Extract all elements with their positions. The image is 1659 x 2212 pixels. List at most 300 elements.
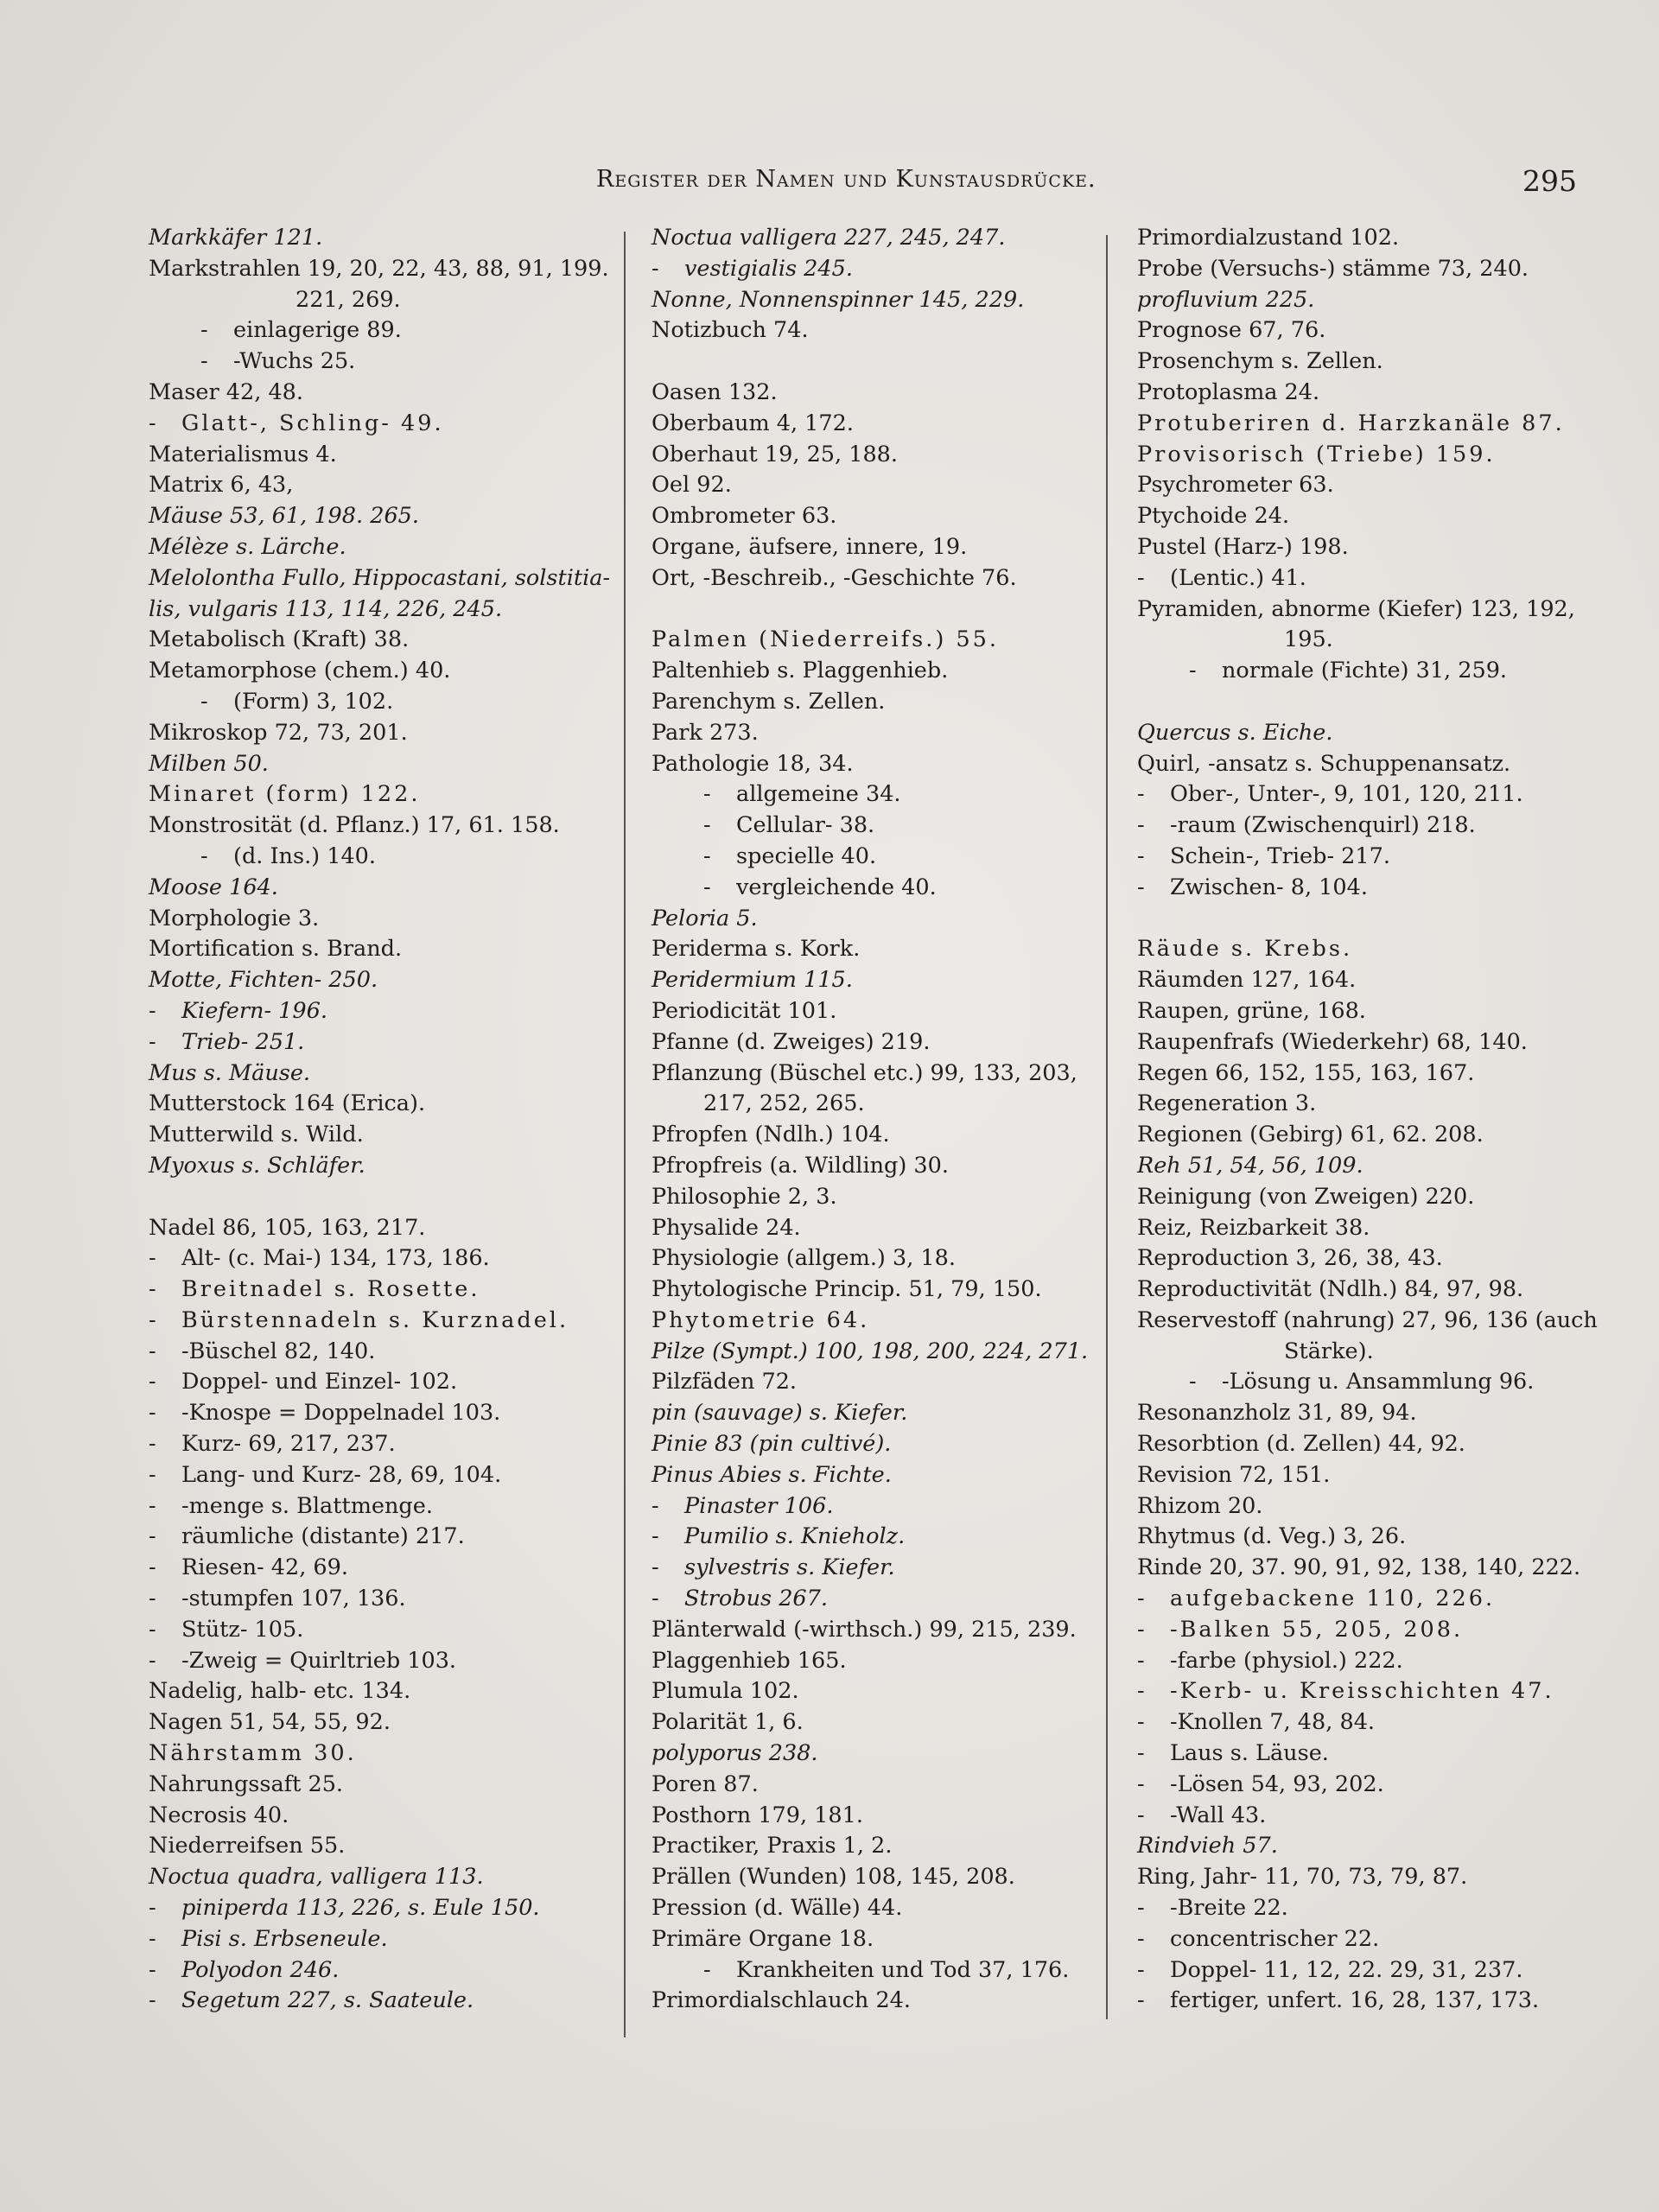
continuation-dash: - [149, 997, 156, 1024]
index-entry [1137, 1306, 1598, 1337]
entry-text: Pilze (Sympt.) 100, 198, 200, 224, 271. [652, 1338, 1089, 1364]
entry-text: Pilzfäden 72. [652, 1369, 798, 1395]
entry-text: Pyramiden, abnorme (Kiefer) 123, 192, [1137, 595, 1575, 622]
entry-text: Philosophie 2, 3. [652, 1183, 837, 1210]
entry-text: (Lentic.) 41. [1170, 564, 1306, 591]
index-entry [1137, 1646, 1586, 1677]
index-entry [652, 625, 1101, 656]
entry-text: Lang- und Kurz- 28, 69, 104. [181, 1461, 502, 1488]
continuation-dash: - [200, 842, 208, 869]
continuation-dash: - [1137, 874, 1145, 900]
continuation-dash: - [1137, 1616, 1145, 1643]
index-entry [1137, 346, 1586, 378]
index-entry [1137, 1367, 1586, 1398]
entry-text: Mélèze s. Lärche. [149, 533, 346, 560]
entry-text: Peridermium 115. [652, 967, 853, 994]
continuation-dash: - [652, 1492, 659, 1519]
index-entry [149, 532, 615, 563]
index-entry [149, 1367, 615, 1398]
entry-text: einlagerige 89. [233, 317, 402, 344]
continuation-dash: - [149, 410, 156, 436]
letter-gap [149, 1182, 615, 1213]
index-entry [652, 1955, 1101, 1986]
entry-text: -Balken 55, 205, 208. [1170, 1616, 1464, 1643]
entry-text: Oel 92. [652, 472, 732, 499]
index-entry [149, 378, 615, 409]
entry-text: (d. Ins.) 140. [233, 842, 377, 869]
entry-text: Reh 51, 54, 56, 109. [1137, 1152, 1363, 1179]
entry-text: Regeneration 3. [1137, 1090, 1317, 1117]
entry-text: Räude s. Krebs. [1137, 936, 1353, 963]
index-entry [1137, 594, 1586, 626]
entry-text: Quercus s. Eiche. [1137, 719, 1333, 746]
entry-text: -Lösen 54, 93, 202. [1170, 1770, 1384, 1797]
index-entry [1137, 315, 1586, 346]
index-entry [149, 749, 615, 780]
entry-text: -raum (Zwischenquirl) 218. [1170, 812, 1476, 839]
entry-text: 221, 269. [296, 286, 401, 313]
index-entry [149, 965, 615, 996]
index-entry [149, 1584, 615, 1615]
index-entry [652, 440, 1101, 471]
continuation-dash: - [1137, 781, 1145, 808]
index-entry [652, 532, 1101, 563]
entry-text: Matrix 6, 43, [149, 472, 294, 499]
index-entry [652, 1491, 1101, 1522]
entry-text: Oberbaum 4, 172. [652, 410, 854, 436]
index-entry [1137, 532, 1586, 563]
index-entry [652, 1738, 1101, 1770]
entry-text: Pinaster 106. [684, 1492, 834, 1519]
entry-text: Ring, Jahr- 11, 70, 73, 79, 87. [1137, 1864, 1468, 1891]
entry-text: Paltenhieb s. Plaggenhieb. [652, 658, 949, 684]
continuation-dash: - [149, 1369, 156, 1395]
index-entry [149, 1398, 615, 1429]
index-entry [1137, 563, 1586, 594]
index-entry [1137, 934, 1586, 965]
index-entry [1137, 1337, 1586, 1368]
index-entry [652, 285, 1101, 316]
index-entry [652, 501, 1101, 532]
entry-text: Phytologische Princip. 51, 79, 150. [652, 1276, 1042, 1303]
index-entry [652, 779, 1101, 810]
entry-text: specielle 40. [736, 842, 877, 869]
index-entry [149, 1831, 615, 1862]
index-entry [149, 842, 615, 873]
index-entry [652, 1707, 1101, 1738]
index-entry [149, 285, 615, 316]
index-entry [149, 1862, 615, 1893]
index-entry [1137, 1893, 1586, 1924]
entry-text: Stärke). [1284, 1338, 1374, 1364]
index-entry [652, 1367, 1101, 1398]
index-entry [149, 656, 615, 687]
entry-text: Mäuse 53, 61, 198. 265. [149, 503, 419, 530]
entry-text: aufgebackene 110, 226. [1170, 1586, 1496, 1612]
entry-text: Metamorphose (chem.) 40. [149, 658, 451, 684]
entry-text: Physalide 24. [652, 1214, 801, 1241]
continuation-dash: - [1137, 1647, 1145, 1674]
index-entry [149, 779, 615, 810]
index-entry [1137, 1089, 1586, 1120]
entry-text: Resonanzholz 31, 89, 94. [1137, 1400, 1417, 1427]
index-entry [652, 904, 1101, 935]
running-head: Register der Namen und Kunstausdrücke. [596, 166, 1096, 193]
index-entry [149, 873, 615, 904]
index-entry [1137, 1986, 1586, 2017]
index-entry [1137, 1955, 1586, 1986]
index-entry [149, 1893, 615, 1924]
index-entry [1137, 254, 1586, 285]
index-entry [652, 873, 1101, 904]
index-entry [1137, 501, 1586, 532]
entry-text: polyporus 238. [652, 1740, 818, 1767]
entry-text: Doppel- und Einzel- 102. [181, 1369, 458, 1395]
index-entry [1137, 1460, 1586, 1491]
continuation-dash: - [149, 1245, 156, 1272]
entry-text: Reservestoff (nahrung) 27, 96, 136 (auch [1137, 1306, 1598, 1333]
index-entry [652, 1770, 1101, 1801]
entry-text: Mutterstock 164 (Erica). [149, 1090, 426, 1117]
entry-text: Trieb- 251. [181, 1028, 305, 1055]
continuation-dash: - [703, 874, 711, 900]
index-entry [1137, 470, 1586, 501]
entry-text: Revision 72, 151. [1137, 1461, 1331, 1488]
entry-text: Melolontha Fullo, Hippocastani, solstitia- [149, 564, 611, 591]
index-entry [1137, 1120, 1586, 1151]
continuation-dash: - [652, 1523, 659, 1550]
entry-text: Nadel 86, 105, 163, 217. [149, 1214, 426, 1241]
continuation-dash: - [149, 1616, 156, 1643]
index-entry [652, 718, 1101, 749]
continuation-dash: - [1137, 842, 1145, 869]
continuation-dash: - [1137, 1895, 1145, 1922]
index-entry [149, 470, 615, 501]
entry-text: Pression (d. Wälle) 44. [652, 1895, 903, 1922]
entry-text: Plänterwald (-wirthsch.) 99, 215, 239. [652, 1616, 1077, 1643]
entry-text: Minaret (form) 122. [149, 781, 421, 808]
index-entry [1137, 1738, 1586, 1770]
entry-text: Räumden 127, 164. [1137, 967, 1357, 994]
entry-text: pin (sauvage) s. Kiefer. [652, 1400, 908, 1427]
index-entry [1137, 1058, 1586, 1090]
index-entry [149, 501, 615, 532]
index-entry [149, 1027, 615, 1058]
index-entry [1137, 1213, 1586, 1244]
continuation-dash: - [1137, 1987, 1145, 2014]
entry-text: Raupenfrafs (Wiederkehr) 68, 140. [1137, 1028, 1528, 1055]
entry-text: vergleichende 40. [736, 874, 937, 900]
entry-text: Pisi s. Erbseneule. [181, 1925, 388, 1952]
index-entry [652, 315, 1101, 346]
entry-text: Palmen (Niederreifs.) 55. [652, 626, 999, 653]
entry-text: -Lösung u. Ansammlung 96. [1222, 1369, 1535, 1395]
entry-text: Noctua quadra, valligera 113. [149, 1864, 484, 1891]
index-entry [149, 1553, 615, 1584]
entry-text: -Wuchs 25. [233, 348, 356, 375]
index-entry [149, 810, 615, 842]
index-entry [149, 1120, 615, 1151]
entry-text: Monstrosität (d. Pflanz.) 17, 61. 158. [149, 812, 560, 839]
index-entry [1137, 1182, 1586, 1213]
index-column-1 [149, 223, 615, 2017]
index-entry [652, 1151, 1101, 1182]
continuation-dash: - [149, 1431, 156, 1458]
index-entry [149, 346, 615, 378]
continuation-dash: - [149, 1306, 156, 1333]
entry-text: Physiologie (allgem.) 3, 18. [652, 1245, 956, 1272]
index-entry [149, 1274, 615, 1306]
index-entry [149, 1676, 615, 1707]
entry-text: Park 273. [652, 719, 759, 746]
index-entry [149, 254, 615, 285]
continuation-dash: - [200, 317, 208, 344]
entry-text: Pfropfreis (a. Wildling) 30. [652, 1152, 949, 1179]
entry-text: Rhytmus (d. Veg.) 3, 26. [1137, 1523, 1407, 1550]
index-entry [1137, 1801, 1586, 1832]
continuation-dash: - [652, 1586, 659, 1612]
continuation-dash: - [149, 1523, 156, 1550]
entry-text: Mus s. Mäuse. [149, 1059, 311, 1086]
index-entry [1137, 625, 1586, 656]
index-entry [1137, 1553, 1586, 1584]
entry-text: Milben 50. [149, 750, 269, 777]
entry-text: -Wall 43. [1170, 1802, 1267, 1828]
entry-text: Nährstamm 30. [149, 1740, 357, 1767]
entry-text: vestigialis 245. [684, 255, 853, 282]
continuation-dash: - [1137, 812, 1145, 839]
entry-text: Peloria 5. [652, 905, 758, 931]
continuation-dash: - [149, 1925, 156, 1952]
entry-text: Probe (Versuchs-) stämme 73, 240. [1137, 255, 1529, 282]
index-entry [652, 1274, 1101, 1306]
index-entry [652, 810, 1101, 842]
letter-gap [1137, 687, 1586, 718]
entry-text: 217, 252, 265. [703, 1090, 865, 1117]
index-entry [149, 718, 615, 749]
entry-text: -Zweig = Quirltrieb 103. [181, 1647, 457, 1674]
entry-text: Metabolisch (Kraft) 38. [149, 626, 410, 653]
index-entry [1137, 1584, 1586, 1615]
entry-text: Ort, -Beschreib., -Geschichte 76. [652, 564, 1017, 591]
entry-text: Rindvieh 57. [1137, 1833, 1278, 1859]
index-entry [1137, 223, 1586, 254]
continuation-dash: - [149, 1895, 156, 1922]
index-entry [149, 1955, 615, 1986]
entry-text: Protuberiren d. Harzkanäle 87. [1137, 410, 1565, 436]
index-entry [1137, 1831, 1586, 1862]
index-entry [1137, 1862, 1586, 1893]
index-entry [149, 1306, 615, 1337]
entry-text: Strobus 267. [684, 1586, 828, 1612]
entry-text: -stumpfen 107, 136. [181, 1586, 406, 1612]
entry-text: Pflanzung (Büschel etc.) 99, 133, 203, [652, 1059, 1077, 1086]
letter-gap [1137, 904, 1586, 935]
index-entry [149, 996, 615, 1027]
entry-text: Nadelig, halb- etc. 134. [149, 1678, 411, 1705]
index-entry [149, 1986, 615, 2017]
index-entry [1137, 1243, 1586, 1274]
index-entry [652, 1676, 1101, 1707]
index-entry [652, 1460, 1101, 1491]
index-entry [652, 656, 1101, 687]
index-entry [652, 1893, 1101, 1924]
entry-text: Pumilio s. Knieholz. [684, 1523, 906, 1550]
entry-text: normale (Fichte) 31, 259. [1222, 658, 1508, 684]
index-entry [149, 1491, 615, 1522]
continuation-dash: - [1137, 564, 1145, 591]
entry-text: Phytometrie 64. [652, 1306, 870, 1333]
index-entry [149, 1213, 615, 1244]
index-entry [652, 1801, 1101, 1832]
entry-text: lis, vulgaris 113, 114, 226, 245. [149, 595, 503, 622]
index-entry [149, 409, 615, 440]
entry-text: Pfropfen (Ndlh.) 104. [652, 1122, 890, 1148]
entry-text: Protoplasma 24. [1137, 378, 1320, 405]
index-entry [1137, 996, 1586, 1027]
entry-text: Moose 164. [149, 874, 278, 900]
entry-text: Regen 66, 152, 155, 163, 167. [1137, 1059, 1475, 1086]
index-entry [652, 1213, 1101, 1244]
entry-text: Segetum 227, s. Saateule. [181, 1987, 474, 2014]
entry-text: Quirl, -ansatz s. Schuppenansatz. [1137, 750, 1511, 777]
continuation-dash: - [149, 1586, 156, 1612]
entry-text: Polyodon 246. [181, 1956, 340, 1983]
index-entry [652, 1337, 1101, 1368]
entry-text: Maser 42, 48. [149, 378, 303, 405]
entry-text: sylvestris s. Kiefer. [684, 1554, 895, 1581]
index-entry [652, 687, 1101, 718]
index-entry [652, 1986, 1101, 2017]
entry-text: Primordialzustand 102. [1137, 225, 1400, 251]
continuation-dash: - [1189, 1369, 1197, 1395]
entry-text: Markstrahlen 19, 20, 22, 43, 88, 91, 199. [149, 255, 609, 282]
entry-text: Reproductivität (Ndlh.) 84, 97, 98. [1137, 1276, 1524, 1303]
entry-text: Rinde 20, 37. 90, 91, 92, 138, 140, 222. [1137, 1554, 1581, 1581]
index-entry [1137, 1707, 1586, 1738]
continuation-dash: - [149, 1400, 156, 1427]
continuation-dash: - [703, 1956, 711, 1983]
entry-text: Nahrungssaft 25. [149, 1770, 344, 1797]
entry-text: Cellular- 38. [736, 812, 875, 839]
entry-text: Primordialschlauch 24. [652, 1987, 911, 2014]
index-entry [1137, 1151, 1586, 1182]
index-entry [1137, 965, 1586, 996]
entry-text: Ober-, Unter-, 9, 101, 120, 211. [1170, 781, 1523, 808]
entry-text: Rhizom 20. [1137, 1492, 1263, 1519]
index-entry [652, 1058, 1101, 1090]
index-entry [652, 254, 1101, 285]
entry-text: Materialismus 4. [149, 441, 337, 467]
continuation-dash: - [703, 812, 711, 839]
entry-text: (Form) 3, 102. [233, 688, 394, 715]
entry-text: Doppel- 11, 12, 22. 29, 31, 237. [1170, 1956, 1523, 1983]
entry-text: profluvium 225. [1137, 286, 1315, 313]
entry-text: -Büschel 82, 140. [181, 1338, 376, 1364]
entry-text: Breitnadel s. Rosette. [181, 1276, 480, 1303]
entry-text: Plaggenhieb 165. [652, 1647, 847, 1674]
continuation-dash: - [652, 255, 659, 282]
continuation-dash: - [1189, 658, 1197, 684]
entry-text: Oberhaut 19, 25, 188. [652, 441, 899, 467]
entry-text: Zwischen- 8, 104. [1170, 874, 1368, 900]
continuation-dash: - [1137, 1586, 1145, 1612]
index-entry [652, 749, 1101, 780]
entry-text: fertiger, unfert. 16, 28, 137, 173. [1170, 1987, 1540, 2014]
continuation-dash: - [149, 1461, 156, 1488]
entry-text: Myoxus s. Schläfer. [149, 1152, 365, 1179]
entry-text: Practiker, Praxis 1, 2. [652, 1833, 893, 1859]
continuation-dash: - [200, 348, 208, 375]
index-entry [1137, 1027, 1586, 1058]
entry-text: Alt- (c. Mai-) 134, 173, 186. [181, 1245, 490, 1272]
entry-text: Mikroskop 72, 73, 201. [149, 719, 408, 746]
index-entry [1137, 285, 1586, 316]
page-number: 295 [1522, 164, 1577, 198]
entry-text: 195. [1284, 626, 1333, 653]
entry-text: concentrischer 22. [1170, 1925, 1380, 1952]
index-entry [652, 1831, 1101, 1862]
index-entry [149, 1151, 615, 1182]
index-entry [652, 1120, 1101, 1151]
index-entry [652, 934, 1101, 965]
entry-text: Nonne, Nonnenspinner 145, 229. [652, 286, 1025, 313]
index-entry [149, 1707, 615, 1738]
index-entry [652, 1862, 1101, 1893]
entry-text: Schein-, Trieb- 217. [1170, 842, 1390, 869]
entry-text: Polarität 1, 6. [652, 1709, 804, 1736]
entry-text: Poren 87. [652, 1770, 759, 1797]
index-entry [1137, 718, 1586, 749]
continuation-dash: - [149, 1028, 156, 1055]
letter-gap [652, 346, 1101, 378]
index-entry [149, 1801, 615, 1832]
column-rule [624, 232, 626, 2037]
index-entry [1137, 1274, 1586, 1306]
index-entry [1137, 1522, 1586, 1553]
entry-text: Raupen, grüne, 168. [1137, 997, 1366, 1024]
index-entry [1137, 1429, 1586, 1460]
entry-text: Kurz- 69, 217, 237. [181, 1431, 396, 1458]
index-entry [652, 1553, 1101, 1584]
index-entry [149, 223, 615, 254]
index-entry [149, 1243, 615, 1274]
entry-text: Nagen 51, 54, 55, 92. [149, 1709, 391, 1736]
entry-text: Ptychoide 24. [1137, 503, 1290, 530]
entry-text: Bürstennadeln s. Kurznadel. [181, 1306, 569, 1333]
index-entry [1137, 749, 1586, 780]
index-entry [149, 594, 615, 626]
index-entry [652, 409, 1101, 440]
index-entry [1137, 378, 1586, 409]
entry-text: Glatt-, Schling- 49. [181, 410, 444, 436]
entry-text: Prognose 67, 76. [1137, 317, 1326, 344]
index-entry [652, 1243, 1101, 1274]
column-rule [1106, 235, 1108, 2019]
continuation-dash: - [149, 1647, 156, 1674]
index-entry [149, 1924, 615, 1955]
entry-text: Psychrometer 63. [1137, 472, 1334, 499]
entry-text: Primäre Organe 18. [652, 1925, 874, 1952]
index-entry [652, 1584, 1101, 1615]
index-entry [652, 563, 1101, 594]
entry-text: Notizbuch 74. [652, 317, 809, 344]
continuation-dash: - [1137, 1956, 1145, 1983]
entry-text: Reproduction 3, 26, 38, 43. [1137, 1245, 1443, 1272]
continuation-dash: - [652, 1554, 659, 1581]
index-entry [149, 1460, 615, 1491]
entry-text: Pathologie 18, 34. [652, 750, 854, 777]
